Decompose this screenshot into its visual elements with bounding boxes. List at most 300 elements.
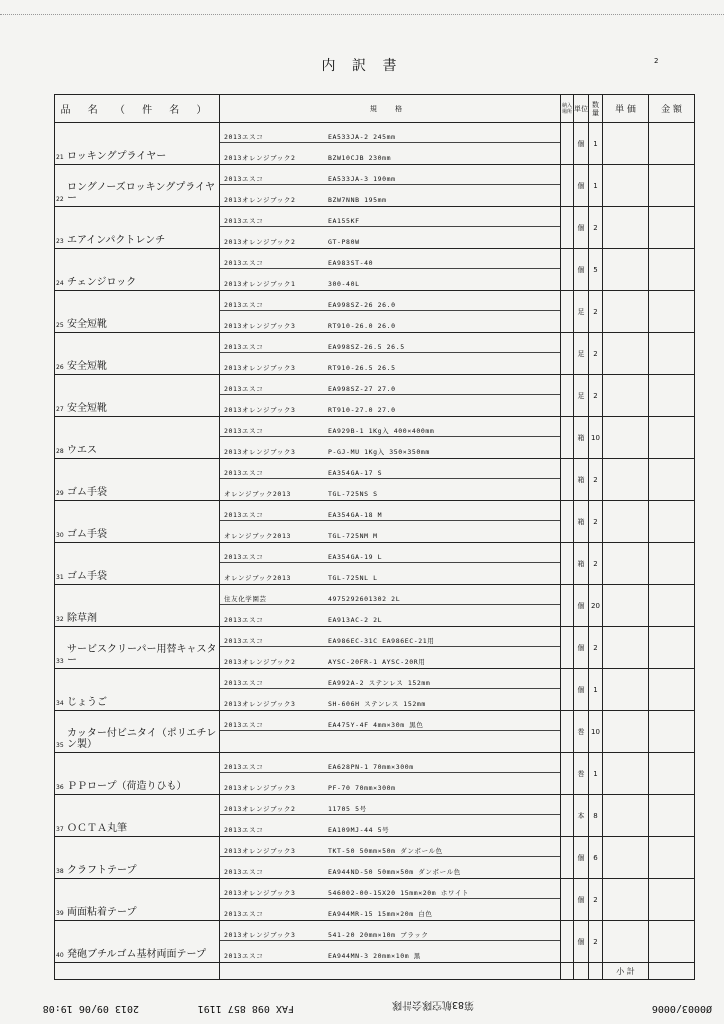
unit-price-cell <box>603 375 649 417</box>
subtotal-blank <box>589 963 603 980</box>
spec-model: RT910-26.5 26.5 <box>328 364 396 372</box>
unit-price-cell <box>603 837 649 879</box>
fax-header-upside-down <box>0 996 724 1018</box>
table-row <box>55 165 695 207</box>
item-name: カッター付ビニタイ（ポリエチレン製） <box>67 728 217 750</box>
item-spec-cell <box>220 375 561 417</box>
item-name: ゴム手袋 <box>67 571 107 582</box>
item-quantity: 2 <box>589 921 603 963</box>
item-name: ロッキングプライヤー <box>67 151 167 162</box>
spec-line <box>220 857 560 877</box>
item-name: じょうご <box>67 697 107 708</box>
item-spec-cell <box>220 795 561 837</box>
subtotal-blank <box>220 963 561 980</box>
item-number: 23 <box>56 238 64 245</box>
amount-cell <box>649 249 695 291</box>
spec-line <box>220 815 560 835</box>
spec-line <box>220 647 560 667</box>
table-row <box>55 501 695 543</box>
spec-line <box>220 123 560 143</box>
spec-model: EA109MJ-44 5号 <box>328 826 390 834</box>
item-name: サービスクリーパー用替キャスター <box>67 644 217 666</box>
table-row <box>55 123 695 165</box>
table-row <box>55 417 695 459</box>
item-spec-cell <box>220 459 561 501</box>
delivery-cell <box>561 249 574 291</box>
spec-model: EA628PN-1 70mm×300m <box>328 763 414 771</box>
item-quantity: 2 <box>589 627 603 669</box>
spec-line <box>220 543 560 563</box>
spec-catalog: 2013オレンジブック3 <box>224 889 296 897</box>
item-quantity: 10 <box>589 417 603 459</box>
fax-sender: 第83航空隊会計隊 <box>391 999 474 1010</box>
spec-catalog: 2013オレンジブック3 <box>224 931 296 939</box>
spec-catalog: 2013オレンジブック2 <box>224 154 296 162</box>
delivery-cell <box>561 669 574 711</box>
itemization-table <box>54 94 695 980</box>
spec-catalog: 2013オレンジブック3 <box>224 847 296 855</box>
unit-price-cell <box>603 417 649 459</box>
item-unit: 足 <box>574 291 589 333</box>
item-unit: 本 <box>574 795 589 837</box>
table-row <box>55 753 695 795</box>
table-row <box>55 669 695 711</box>
item-name-cell <box>55 501 220 543</box>
item-unit: 箱 <box>574 501 589 543</box>
item-quantity: 2 <box>589 543 603 585</box>
amount-cell <box>649 627 695 669</box>
item-unit: 個 <box>574 879 589 921</box>
delivery-cell <box>561 795 574 837</box>
spec-catalog: オレンジブック2013 <box>224 490 291 498</box>
item-quantity: 2 <box>589 333 603 375</box>
amount-cell <box>649 375 695 417</box>
item-spec-cell <box>220 501 561 543</box>
spec-model: 541-20 20mm×10m ブラック <box>328 931 429 939</box>
spec-catalog: 2013オレンジブック2 <box>224 805 296 813</box>
spec-line <box>220 311 560 331</box>
item-quantity: 2 <box>589 375 603 417</box>
item-quantity: 20 <box>589 585 603 627</box>
spec-line <box>220 899 560 919</box>
spec-catalog: オレンジブック2013 <box>224 532 291 540</box>
spec-line <box>220 353 560 373</box>
spec-catalog: 2013エスコ <box>224 721 264 729</box>
unit-price-cell <box>603 795 649 837</box>
delivery-cell <box>561 501 574 543</box>
item-name-cell <box>55 165 220 207</box>
spec-catalog: 2013エスコ <box>224 553 264 561</box>
fax-number: FAX 098 857 1191 <box>197 1003 294 1014</box>
spec-model: BZW10CJB 230mm <box>328 154 392 162</box>
spec-model: TKT-50 50mm×50m ダンボール色 <box>328 847 443 855</box>
spec-model: EA155KF <box>328 217 360 225</box>
unit-price-cell <box>603 711 649 753</box>
item-unit: 個 <box>574 249 589 291</box>
item-quantity: 10 <box>589 711 603 753</box>
item-unit: 個 <box>574 627 589 669</box>
table-row <box>55 543 695 585</box>
fax-timestamp: 2013 09/06 19:08 <box>42 1003 139 1014</box>
table-row <box>55 291 695 333</box>
item-name-cell <box>55 123 220 165</box>
header-amount: 金 額 <box>649 95 695 123</box>
delivery-cell <box>561 291 574 333</box>
item-unit: 巻 <box>574 753 589 795</box>
amount-cell <box>649 165 695 207</box>
item-quantity: 5 <box>589 249 603 291</box>
item-name: クラフトテープ <box>67 865 137 876</box>
delivery-cell <box>561 417 574 459</box>
spec-catalog: 2013エスコ <box>224 826 264 834</box>
table-row <box>55 627 695 669</box>
unit-price-cell <box>603 921 649 963</box>
header-unit: 単位 <box>574 95 589 123</box>
spec-model: PF-70 70mm×300m <box>328 784 396 792</box>
spec-line <box>220 207 560 227</box>
item-number: 33 <box>56 658 64 665</box>
item-number: 28 <box>56 448 64 455</box>
table-row <box>55 249 695 291</box>
item-name-cell <box>55 711 220 753</box>
item-name: 安全短靴 <box>67 319 107 330</box>
table-row <box>55 879 695 921</box>
delivery-cell <box>561 921 574 963</box>
spec-line <box>220 333 560 353</box>
amount-cell <box>649 207 695 249</box>
spec-line <box>220 479 560 499</box>
table-row <box>55 585 695 627</box>
unit-price-cell <box>603 627 649 669</box>
spec-catalog: 2013エスコ <box>224 910 264 918</box>
spec-model: SH-606H ステンレス 152mm <box>328 700 426 708</box>
item-unit: 個 <box>574 837 589 879</box>
item-spec-cell <box>220 165 561 207</box>
amount-cell <box>649 669 695 711</box>
item-unit: 個 <box>574 165 589 207</box>
spec-model: TGL-725NM M <box>328 532 378 540</box>
spec-catalog: 2013エスコ <box>224 133 264 141</box>
unit-price-cell <box>603 165 649 207</box>
item-quantity: 1 <box>589 123 603 165</box>
fax-top-rule <box>0 14 724 15</box>
table-row <box>55 795 695 837</box>
subtotal-blank <box>561 963 574 980</box>
item-name: ＰＰロープ（荷造りひも） <box>67 781 187 792</box>
item-name: 安全短靴 <box>67 361 107 372</box>
spec-catalog: 2013オレンジブック3 <box>224 364 296 372</box>
spec-line <box>220 563 560 583</box>
amount-cell <box>649 837 695 879</box>
item-number: 25 <box>56 322 64 329</box>
item-name-cell <box>55 585 220 627</box>
subtotal-blank <box>55 963 220 980</box>
item-spec-cell <box>220 291 561 333</box>
spec-line <box>220 185 560 205</box>
delivery-cell <box>561 333 574 375</box>
spec-model: EA354GA-19 L <box>328 553 383 561</box>
item-quantity: 6 <box>589 837 603 879</box>
spec-line <box>220 921 560 941</box>
table-row <box>55 333 695 375</box>
spec-line <box>220 731 560 751</box>
item-spec-cell <box>220 627 561 669</box>
spec-model: P-GJ-MU 1Kg入 350×350mm <box>328 448 430 456</box>
item-number: 38 <box>56 868 64 875</box>
fax-page-counter: Ø0003/0006 <box>651 1003 712 1014</box>
spec-model: GT-P80W <box>328 238 360 246</box>
item-name-cell <box>55 879 220 921</box>
header-unit-price: 単 価 <box>603 95 649 123</box>
item-unit: 足 <box>574 333 589 375</box>
item-number: 35 <box>56 742 64 749</box>
spec-line <box>220 143 560 163</box>
spec-catalog: 2013エスコ <box>224 385 264 393</box>
item-number: 24 <box>56 280 64 287</box>
spec-line <box>220 941 560 961</box>
spec-catalog: 住友化学園芸 <box>224 595 267 603</box>
spec-catalog: 2013オレンジブック3 <box>224 322 296 330</box>
spec-model: EA913AC-2 2L <box>328 616 383 624</box>
page-title: 内 訳 書 <box>321 58 403 74</box>
item-name: 両面粘着テープ <box>67 907 137 918</box>
item-quantity: 2 <box>589 291 603 333</box>
spec-catalog: 2013オレンジブック3 <box>224 700 296 708</box>
unit-price-cell <box>603 669 649 711</box>
spec-model: AYSC-20FR-1 AYSC-20R用 <box>328 658 426 666</box>
item-spec-cell <box>220 417 561 459</box>
spec-line <box>220 417 560 437</box>
spec-catalog: 2013エスコ <box>224 217 264 225</box>
item-unit: 箱 <box>574 459 589 501</box>
item-spec-cell <box>220 585 561 627</box>
spec-model: 11705 5号 <box>328 805 367 813</box>
item-spec-cell <box>220 711 561 753</box>
unit-price-cell <box>603 207 649 249</box>
delivery-cell <box>561 711 574 753</box>
spec-line <box>220 459 560 479</box>
spec-catalog: 2013オレンジブック2 <box>224 238 296 246</box>
spec-model: 300-40L <box>328 280 360 288</box>
amount-cell <box>649 501 695 543</box>
item-number: 39 <box>56 910 64 917</box>
amount-cell <box>649 123 695 165</box>
item-quantity: 1 <box>589 669 603 711</box>
spec-model: EA475Y-4F 4mm×30m 黒色 <box>328 721 424 729</box>
item-quantity: 8 <box>589 795 603 837</box>
spec-line <box>220 165 560 185</box>
spec-catalog: 2013オレンジブック3 <box>224 784 296 792</box>
header-delivery-place: 納入 場所 <box>561 95 574 123</box>
spec-model: EA944MR-15 15mm×20m 白色 <box>328 910 433 918</box>
spec-catalog: 2013オレンジブック2 <box>224 658 296 666</box>
amount-cell <box>649 753 695 795</box>
amount-cell <box>649 417 695 459</box>
item-name: エアインパクトレンチ <box>67 235 166 246</box>
spec-line <box>220 837 560 857</box>
spec-model: EA983ST-40 <box>328 259 374 267</box>
delivery-cell <box>561 837 574 879</box>
spec-catalog: 2013オレンジブック2 <box>224 196 296 204</box>
unit-price-cell <box>603 123 649 165</box>
item-name-cell <box>55 627 220 669</box>
unit-price-cell <box>603 753 649 795</box>
item-name-cell <box>55 333 220 375</box>
spec-line <box>220 711 560 731</box>
unit-price-cell <box>603 585 649 627</box>
spec-model: EA533JA-2 245mm <box>328 133 396 141</box>
delivery-cell <box>561 879 574 921</box>
spec-line <box>220 879 560 899</box>
item-unit: 個 <box>574 921 589 963</box>
item-quantity: 2 <box>589 207 603 249</box>
item-spec-cell <box>220 669 561 711</box>
spec-model: EA944MN-3 20mm×10m 黒 <box>328 952 421 960</box>
spec-model: EA533JA-3 190mm <box>328 175 396 183</box>
spec-catalog: オレンジブック2013 <box>224 574 291 582</box>
table-row <box>55 711 695 753</box>
spec-model: EA986EC-31C EA986EC-21用 <box>328 637 435 645</box>
item-number: 26 <box>56 364 64 371</box>
spec-catalog: 2013エスコ <box>224 679 264 687</box>
spec-line <box>220 375 560 395</box>
spec-line <box>220 395 560 415</box>
item-number: 30 <box>56 532 64 539</box>
item-quantity: 1 <box>589 165 603 207</box>
item-name: 発砲ブチルゴム基材両面テープ <box>67 949 206 960</box>
delivery-cell <box>561 543 574 585</box>
spec-line <box>220 227 560 247</box>
amount-cell <box>649 795 695 837</box>
item-name-cell <box>55 669 220 711</box>
item-name: ウエス <box>67 445 97 456</box>
item-number: 29 <box>56 490 64 497</box>
item-spec-cell <box>220 921 561 963</box>
item-name-cell <box>55 207 220 249</box>
item-number: 22 <box>56 196 64 203</box>
spec-catalog: 2013エスコ <box>224 427 264 435</box>
delivery-cell <box>561 585 574 627</box>
item-unit: 個 <box>574 669 589 711</box>
delivery-cell <box>561 165 574 207</box>
table-row <box>55 207 695 249</box>
item-name-cell <box>55 543 220 585</box>
item-number: 32 <box>56 616 64 623</box>
item-quantity: 2 <box>589 459 603 501</box>
spec-line <box>220 795 560 815</box>
item-spec-cell <box>220 879 561 921</box>
spec-model: BZW7NNB 195mm <box>328 196 387 204</box>
amount-cell <box>649 921 695 963</box>
item-number: 27 <box>56 406 64 413</box>
item-name-cell <box>55 459 220 501</box>
unit-price-cell <box>603 459 649 501</box>
spec-line <box>220 585 560 605</box>
spec-model: 546002-00-15X20 15mm×20m ホワイト <box>328 889 470 897</box>
item-spec-cell <box>220 543 561 585</box>
item-name-cell <box>55 837 220 879</box>
spec-model: EA944ND-50 50mm×50m ダンボール色 <box>328 868 461 876</box>
item-name-cell <box>55 795 220 837</box>
item-spec-cell <box>220 333 561 375</box>
unit-price-cell <box>603 501 649 543</box>
item-name-cell <box>55 249 220 291</box>
spec-line <box>220 669 560 689</box>
amount-cell <box>649 879 695 921</box>
item-rows <box>55 123 695 963</box>
item-name: チェンジロック <box>67 277 137 288</box>
unit-price-cell <box>603 543 649 585</box>
item-quantity: 2 <box>589 501 603 543</box>
table-row <box>55 837 695 879</box>
spec-model: EA998SZ-26 26.0 <box>328 301 396 309</box>
page-number: 2 <box>654 57 659 65</box>
header-row <box>55 95 695 123</box>
spec-model: EA998SZ-26.5 26.5 <box>328 343 405 351</box>
spec-line <box>220 753 560 773</box>
spec-catalog: 2013エスコ <box>224 511 264 519</box>
delivery-cell <box>561 459 574 501</box>
spec-line <box>220 689 560 709</box>
item-name: 安全短靴 <box>67 403 107 414</box>
delivery-cell <box>561 375 574 417</box>
item-unit: 足 <box>574 375 589 417</box>
spec-model: EA354GA-18 M <box>328 511 383 519</box>
spec-catalog: 2013エスコ <box>224 175 264 183</box>
spec-catalog: 2013エスコ <box>224 301 264 309</box>
table-row <box>55 375 695 417</box>
header-item-name: 品 名 （ 件 名 ） <box>55 95 220 123</box>
item-quantity: 1 <box>589 753 603 795</box>
item-spec-cell <box>220 753 561 795</box>
item-unit: 箱 <box>574 417 589 459</box>
spec-catalog: 2013エスコ <box>224 259 264 267</box>
spec-line <box>220 269 560 289</box>
item-unit: 箱 <box>574 543 589 585</box>
spec-model: EA929B-1 1Kg入 400×400mm <box>328 427 435 435</box>
table-row <box>55 459 695 501</box>
spec-line <box>220 291 560 311</box>
item-unit: 個 <box>574 585 589 627</box>
delivery-cell <box>561 123 574 165</box>
table-row <box>55 921 695 963</box>
spec-catalog: 2013エスコ <box>224 952 264 960</box>
item-number: 34 <box>56 700 64 707</box>
unit-price-cell <box>603 249 649 291</box>
subtotal-blank <box>574 963 589 980</box>
spec-line <box>220 249 560 269</box>
item-name: ＯＣＴＡ丸筆 <box>67 823 127 834</box>
spec-model: RT910-26.0 26.0 <box>328 322 396 330</box>
item-name: ゴム手袋 <box>67 529 107 540</box>
item-unit: 巻 <box>574 711 589 753</box>
item-spec-cell <box>220 207 561 249</box>
item-spec-cell <box>220 123 561 165</box>
spec-catalog: 2013オレンジブック1 <box>224 280 296 288</box>
item-number: 40 <box>56 952 64 959</box>
spec-catalog: 2013エスコ <box>224 637 264 645</box>
item-name: ゴム手袋 <box>67 487 107 498</box>
spec-catalog: 2013オレンジブック3 <box>224 406 296 414</box>
amount-cell <box>649 585 695 627</box>
amount-cell <box>649 543 695 585</box>
item-number: 36 <box>56 784 64 791</box>
item-number: 37 <box>56 826 64 833</box>
item-number: 21 <box>56 154 64 161</box>
amount-cell <box>649 711 695 753</box>
item-name: ロングノーズロッキングプライヤー <box>67 182 215 204</box>
spec-model: EA354GA-17 S <box>328 469 383 477</box>
